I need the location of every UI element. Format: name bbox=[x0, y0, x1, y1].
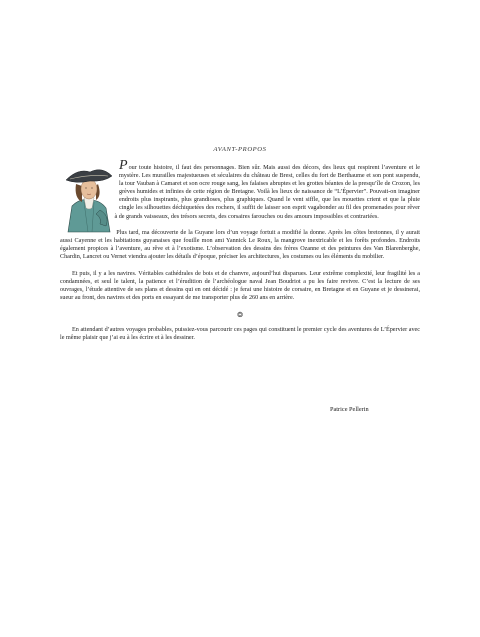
author-signature: Patrice Pellerin bbox=[330, 406, 369, 413]
pirate-portrait-illustration bbox=[60, 162, 116, 234]
paragraph-2: Plus tard, ma découverte de la Guyane lors d’un voyage fortuit a modifié la donne. Après les côtes bretonnes, il y aurait aussi Cayenne et les habitations guyanaises que fouille mon ami Yannick Le Roux, la mangrove inextricable et les forêts profondes. Endroits également propices à l’aventure, au rêve et à l’exotisme. L’observation des dessins des frères Ozanne et des peintures des Van Blarenberghe, Chardin, Lancret ou Vernet viendra ajouter les détails d’époque, préciser les architectures, les costumes ou les éléments du mobilier. bbox=[60, 230, 420, 261]
page-title: AVANT-PROPOS bbox=[213, 146, 267, 153]
ornament-separator-icon: ❂ bbox=[237, 310, 243, 319]
preface-text bbox=[60, 158, 420, 351]
drop-cap: P bbox=[119, 158, 128, 173]
paragraph-1-text: our toute histoire, il faut des personnages. Bien sûr. Mais aussi des décors, des lieux qui respirent l’aventure et le mystère. Les murailles majestueuses et séculaires du château de Brest, celles du fort de Berthaume et son pont suspendu, la tour Vauban à Camaret et son ocre rouge sang, les falaises abruptes et les grottes béantes de la presqu’île de Crozon, les grèves humides et infinies de cette région de Bretagne. Voilà les lieux de naissance de “L’Épervier”. Pouvait-on imaginer endroits plus inspirants, plus grandioses, plus graphiques. Quand le vent siffle, que les mouettes crient et que la pluie cingle les silhouettes déchiquetées des rochers, il suffit de laisser son esprit vagabonder au fil des promenades pour rêver à de grands vaisseaux, des trésors secrets, des corsaires farouches ou des amours impossibles et contrariées. bbox=[114, 165, 420, 220]
paragraph-4: En attendant d’autres voyages probables, puissiez-vous parcourir ces pages qui constituent le premier cycle des aventures de L’Épervier avec le même plaisir que j’ai eu à les écrire et à les dessiner. bbox=[60, 327, 420, 342]
paragraph-3: Et puis, il y a les navires. Véritables cathédrales de bois et de chanvre, aujourd’hui disparues. Leur extrême complexité, leur fragilité les a condamnées, et seul le talent, la patience et l’érudition de l’archéologue naval Jean Boudriot a pu les faire revivre. C’est la lecture de ses ouvrages, l’étude attentive de ses plans et dessins qui en ont décidé : je ferai une histoire de corsaire, en Bretagne et en Guyane et je dessinerai, sueur au front, des navires et des ports en essayant de me transporter plus de 260 ans en arrière. bbox=[60, 271, 420, 302]
